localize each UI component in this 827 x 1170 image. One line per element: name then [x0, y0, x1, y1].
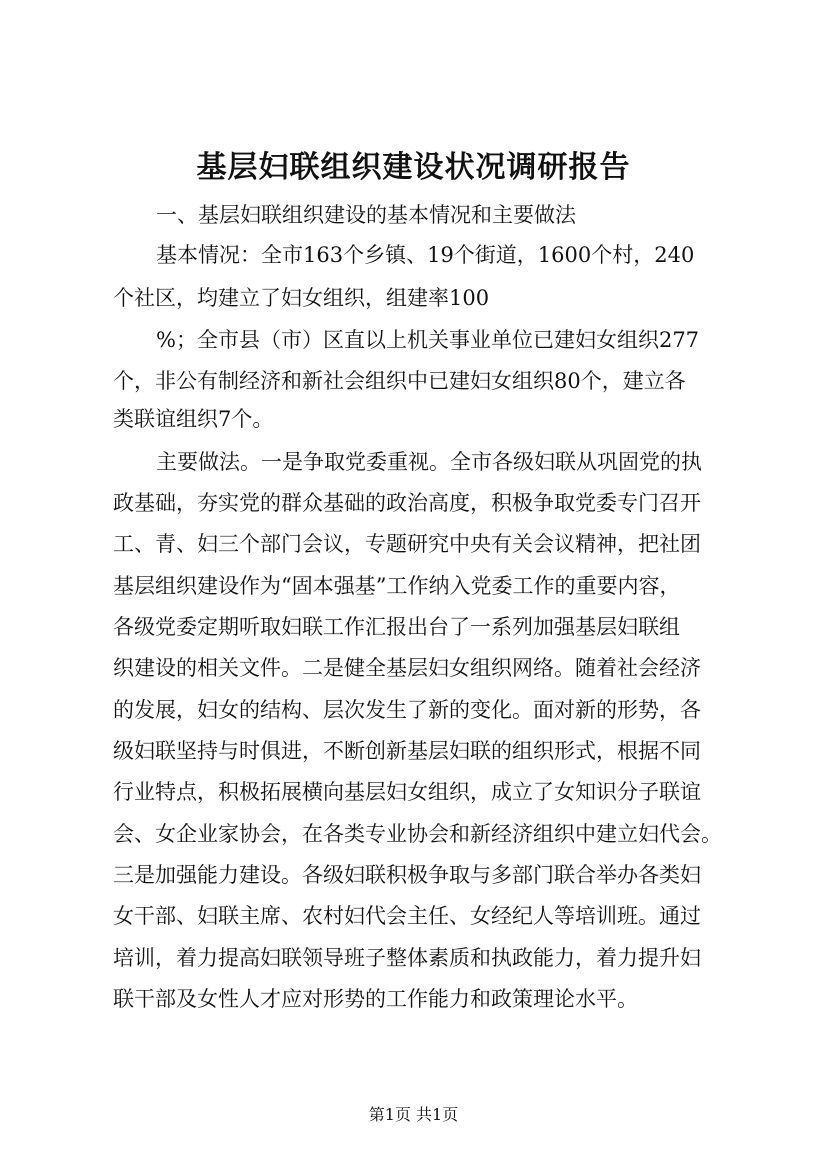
paragraph-line: 类联谊组织7个。: [113, 407, 274, 431]
page-number-footer: 第1页 共1页: [368, 1105, 459, 1124]
paragraph-line: 基本情况：全市163个乡镇、19个街道，1600个村，240: [156, 243, 695, 267]
paragraph-line: 的发展，妇女的结构、层次发生了新的变化。面对新的形势，各: [113, 698, 701, 722]
paragraph-line: 会、女企业家协会，在各类专业协会和新经济组织中建立妇代会。: [113, 822, 722, 846]
paragraph-line: 织建设的相关文件。二是健全基层妇女组织网络。随着社会经济: [113, 656, 701, 680]
section-heading: 一、基层妇联组织建设的基本情况和主要做法: [156, 203, 576, 227]
paragraph-line: 培训，着力提高妇联领导班子整体素质和执政能力，着力提升妇: [113, 946, 701, 970]
paragraph-line: 三是加强能力建设。各级妇联积极争取与多部门联合举办各类妇: [113, 863, 701, 887]
paragraph-line: %；全市县（市）区直以上机关事业单位已建妇女组织277: [156, 328, 700, 352]
paragraph-line: 工、青、妇三个部门会议，专题研究中央有关会议精神，把社团: [113, 532, 701, 556]
paragraph-line: 联干部及女性人才应对形势的工作能力和政策理论水平。: [113, 987, 638, 1011]
paragraph-line: 个社区，均建立了妇女组织，组建率100: [113, 286, 490, 310]
paragraph-line: 级妇联坚持与时俱进，不断创新基层妇联的组织形式，根据不同: [113, 739, 701, 763]
paragraph-line: 主要做法。一是争取党委重视。全市各级妇联从巩固党的执: [156, 450, 702, 474]
paragraph-line: 各级党委定期听取妇联工作汇报出台了一系列加强基层妇联组: [113, 615, 680, 639]
paragraph-line: 政基础，夯实党的群众基础的政治高度，积极争取党委专门召开: [113, 491, 701, 515]
paragraph-line: 行业特点，积极拓展横向基层妇女组织，成立了女知识分子联谊: [113, 780, 701, 804]
document-title: 基层妇联组织建设状况调研报告: [196, 150, 631, 185]
paragraph-line: 个，非公有制经济和新社会组织中已建妇女组织80个，建立各: [113, 369, 686, 393]
paragraph-line: 女干部、妇联主席、农村妇代会主任、女经纪人等培训班。通过: [113, 904, 701, 928]
paragraph-line: 基层组织建设作为“固本强基”工作纳入党委工作的重要内容，: [113, 574, 681, 598]
